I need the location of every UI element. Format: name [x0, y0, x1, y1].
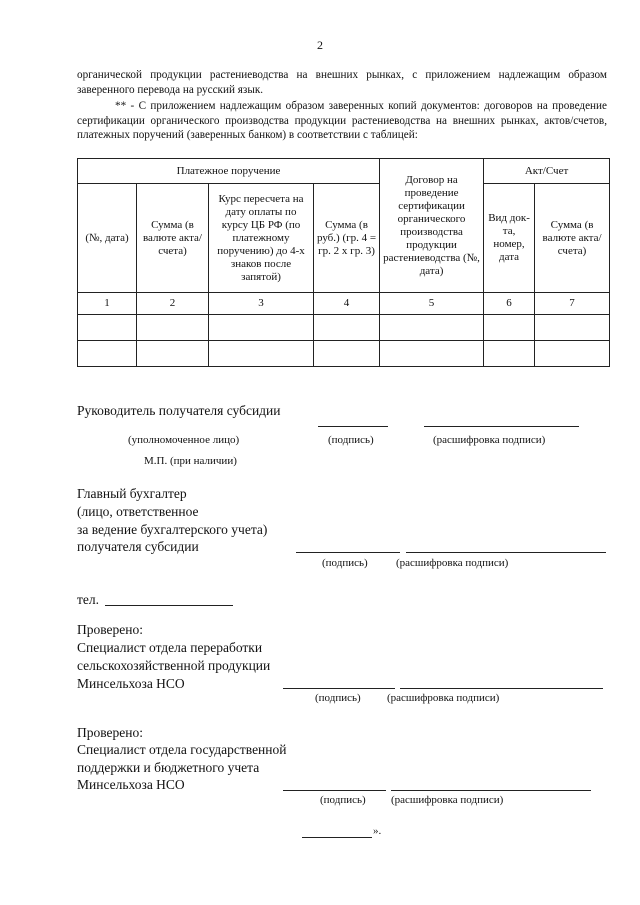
phone-line — [105, 605, 233, 606]
table-cell — [380, 315, 484, 341]
chief-accountant-label: Главный бухгалтер — [77, 486, 187, 501]
chief-accountant-note-1: (лицо, ответственное — [77, 504, 199, 519]
note-paragraph: ** - С приложением надлежащим образом заверенных копий документов: договоров на проведение сертификации органического производства продукции растениеводства на внешних рынках, актов/счетов, платежных поручений (заверенных банком) в соответствии с таблицей: — [77, 100, 607, 141]
signature-line — [318, 426, 388, 427]
signature-caption: (подпись) — [328, 434, 374, 446]
ministry-label: Минсельхоза НСО — [77, 777, 185, 792]
decode-caption: (расшифровка подписи) — [433, 434, 546, 446]
signature-caption: (подпись) — [315, 692, 361, 704]
table-cell — [535, 315, 610, 341]
column-header-number-date: (№, дата) — [78, 184, 137, 293]
table-row — [78, 341, 610, 367]
decode-caption: (расшифровка подписи) — [391, 794, 504, 806]
authorized-person-caption: (уполномоченное лицо) — [128, 434, 240, 446]
column-number: 7 — [535, 293, 610, 315]
checked-label: Проверено: — [77, 725, 144, 740]
decode-line — [424, 426, 579, 427]
table-cell — [484, 315, 535, 341]
specialist-processing-dept: Специалист отдела переработки — [77, 640, 263, 655]
column-number: 4 — [314, 293, 380, 315]
column-number: 5 — [380, 293, 484, 315]
signature-line — [283, 790, 386, 791]
signature-caption: (подпись) — [322, 557, 368, 569]
header-contract: Договор на проведение сертификации органического производства продукции растениеводства (№, дата) — [380, 159, 484, 293]
signature-line — [296, 552, 400, 553]
table-cell — [78, 315, 137, 341]
header-payment-order: Платежное поручение — [78, 159, 380, 184]
table-cell — [380, 341, 484, 367]
column-number: 3 — [209, 293, 314, 315]
decode-line — [391, 790, 591, 791]
decode-line — [406, 552, 606, 553]
decode-caption: (расшифровка подписи) — [396, 557, 509, 569]
specialist-processing-dept-2: сельскохозяйственной продукции — [77, 658, 271, 673]
head-of-recipient-label: Руководитель получателя субсидии — [77, 403, 281, 418]
table-cell — [137, 341, 209, 367]
table-cell — [314, 315, 380, 341]
table-cell — [137, 315, 209, 341]
intro-paragraph: органической продукции растениеводства на внешних рынках, с приложением надлежащим образом заверенного перевода на русский язык. — [77, 69, 607, 96]
column-header-sum-rub: Сумма (в руб.) (гр. 4 = гр. 2 х гр. 3) — [314, 184, 380, 293]
column-number: 6 — [484, 293, 535, 315]
table-cell — [535, 341, 610, 367]
table-row — [78, 315, 610, 341]
specialist-state-support-dept: Специалист отдела государственной — [77, 742, 287, 757]
table-cell — [484, 341, 535, 367]
table-cell — [209, 315, 314, 341]
decode-caption: (расшифровка подписи) — [387, 692, 500, 704]
header-act-invoice: Акт/Счет — [484, 159, 610, 184]
decode-line — [400, 688, 603, 689]
column-number: 1 — [78, 293, 137, 315]
table-cell — [78, 341, 137, 367]
chief-accountant-note-2: за ведение бухгалтерского учета) — [77, 522, 268, 537]
column-number: 2 — [137, 293, 209, 315]
table-cell — [314, 341, 380, 367]
certification-table — [77, 158, 610, 367]
signature-line — [283, 688, 395, 689]
closing-line — [302, 837, 372, 838]
phone-label: тел. — [77, 592, 100, 607]
page-number: 2 — [317, 38, 323, 52]
column-header-exchange-rate: Курс пересчета на дату оплаты по курсу ЦБ РФ (по платежному поручению) до 4-х знаков после запятой) — [209, 184, 314, 293]
column-header-act-sum: Сумма (в валюте акта/счета) — [535, 184, 610, 293]
chief-accountant-recipient: получателя субсидии — [77, 539, 199, 554]
column-header-sum-currency: Сумма (в валюте акта/счета) — [137, 184, 209, 293]
specialist-state-support-dept-2: поддержки и бюджетного учета — [77, 760, 260, 775]
table-cell — [209, 341, 314, 367]
closing-mark: ». — [373, 825, 382, 837]
ministry-label: Минсельхоза НСО — [77, 676, 185, 691]
checked-label: Проверено: — [77, 622, 144, 637]
column-header-doc-type: Вид док-та, номер, дата — [484, 184, 535, 293]
signature-caption: (подпись) — [320, 794, 366, 806]
stamp-caption: М.П. (при наличии) — [144, 455, 237, 467]
